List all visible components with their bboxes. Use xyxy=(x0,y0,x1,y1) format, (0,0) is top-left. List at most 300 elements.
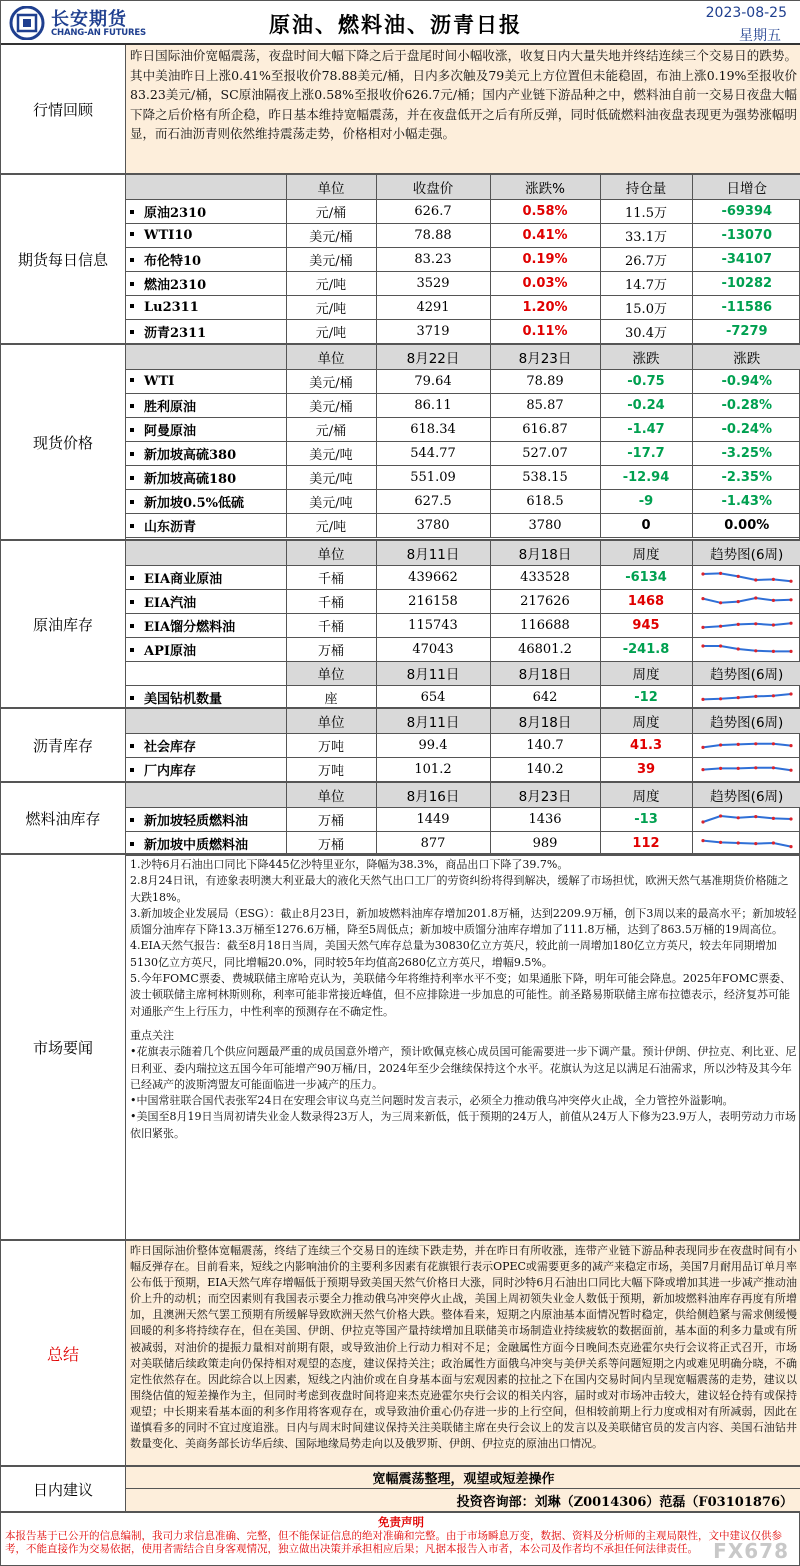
section-label: 总结 xyxy=(1,1241,126,1465)
price-day1-cell: 86.11 xyxy=(376,393,490,417)
table-row xyxy=(126,757,800,781)
trend-point xyxy=(754,695,757,698)
value-week1-cell: 216158 xyxy=(376,589,490,613)
unit-cell: 万吨 xyxy=(286,757,376,781)
trend-point xyxy=(772,742,775,745)
bullet-icon xyxy=(130,210,134,214)
item-name: 燃油2310 xyxy=(144,277,207,293)
column-header: 单位 xyxy=(286,541,376,565)
price-day2-cell: 618.5 xyxy=(490,489,600,513)
item-name: 新加坡中质燃料油 xyxy=(144,837,249,853)
trend-point xyxy=(736,696,739,699)
item-name: 厂内库存 xyxy=(144,763,197,779)
column-header xyxy=(126,345,286,369)
trend-chart-cell xyxy=(692,589,800,613)
unit-cell: 美元/桶 xyxy=(286,247,376,271)
item-name: API原油 xyxy=(144,643,196,659)
price-day1-cell: 551.09 xyxy=(376,465,490,489)
trend-chart-cell xyxy=(692,565,800,589)
section-label: 沥青库存 xyxy=(1,709,126,781)
focus-title: 重点关注 xyxy=(130,1028,174,1042)
trend-point xyxy=(772,766,775,769)
trend-point xyxy=(719,814,722,817)
close-price-cell: 3529 xyxy=(376,271,490,295)
change-cell: -1.47 xyxy=(600,417,692,441)
weekly-change-cell: 112 xyxy=(600,831,692,855)
column-header: 涨跌% xyxy=(490,175,600,199)
intraday-advice-section xyxy=(1,1467,800,1513)
trend-point xyxy=(736,816,739,819)
bullet-icon xyxy=(130,404,134,408)
unit-cell: 万桶 xyxy=(286,637,376,661)
price-day2-cell: 527.07 xyxy=(490,441,600,465)
trend-line xyxy=(703,623,791,627)
item-name: EIA馏分燃料油 xyxy=(144,619,236,635)
column-header: 单位 xyxy=(286,783,376,807)
item-name-cell xyxy=(126,807,286,831)
column-header: 8月18日 xyxy=(490,541,600,565)
change-pct-cell: -3.25% xyxy=(692,441,800,465)
value-week2-cell: 140.7 xyxy=(490,733,600,757)
price-day2-cell: 616.87 xyxy=(490,417,600,441)
weekly-change-cell: 41.3 xyxy=(600,733,692,757)
column-header: 8月16日 xyxy=(376,783,490,807)
value-week1-cell: 1449 xyxy=(376,807,490,831)
disclaimer-title: 免责声明 xyxy=(378,1515,424,1529)
trend-chart-cell xyxy=(692,831,800,855)
trend-sparkline xyxy=(699,761,795,777)
trend-chart-cell xyxy=(692,733,800,757)
news-item: 2.8月24日讯，有迹象表明澳大利亚最大的液化天然气出口工厂的劳资纠纷将得到解决，缓解了市场担忧，欧洲天然气基准期货价格随之大跌18%。 xyxy=(130,874,789,904)
trend-line xyxy=(703,816,791,822)
item-name: 布伦特10 xyxy=(144,253,202,269)
table-row xyxy=(126,247,800,271)
trend-point xyxy=(772,817,775,820)
column-header: 日增仓 xyxy=(692,175,800,199)
weekly-change-cell: 1468 xyxy=(600,589,692,613)
price-day2-cell: 85.87 xyxy=(490,393,600,417)
trend-chart-cell xyxy=(692,757,800,781)
trend-point xyxy=(736,600,739,603)
trend-point xyxy=(719,841,722,844)
disclaimer xyxy=(1,1515,800,1566)
market-review-section xyxy=(1,45,800,175)
trend-point xyxy=(789,598,792,601)
change-pct-cell: -0.28% xyxy=(692,393,800,417)
value-week2-cell: 433528 xyxy=(490,565,600,589)
trend-point xyxy=(701,820,704,823)
unit-cell: 千桶 xyxy=(286,589,376,613)
item-name: Lu2311 xyxy=(144,299,199,315)
unit-cell: 美元/桶 xyxy=(286,393,376,417)
trend-point xyxy=(789,817,792,820)
item-name-cell xyxy=(126,733,286,757)
change-pct-cell: -1.43% xyxy=(692,489,800,513)
bullet-icon xyxy=(130,818,134,822)
section-label: 原油库存 xyxy=(1,541,126,707)
item-name: 原油2310 xyxy=(144,205,207,221)
change-pct-cell: 0.58% xyxy=(490,199,600,223)
table-row xyxy=(126,271,800,295)
section-label: 市场要闻 xyxy=(1,855,126,1239)
item-name: 新加坡0.5%低硫 xyxy=(144,495,244,511)
news-content xyxy=(126,855,800,1144)
trend-point xyxy=(789,845,792,848)
trend-point xyxy=(789,580,792,583)
section-label: 现货价格 xyxy=(1,345,126,539)
futures-table xyxy=(126,175,800,344)
item-name-cell xyxy=(126,513,286,537)
column-header: 周度 xyxy=(600,709,692,733)
fuel-oil-inventory-section xyxy=(1,783,800,855)
table-row xyxy=(126,441,800,465)
bullet-icon xyxy=(130,842,134,846)
change-pct-cell: 0.00% xyxy=(692,513,800,537)
section-label: 日内建议 xyxy=(1,1467,126,1511)
daily-oi-change-cell: -7279 xyxy=(692,319,800,343)
bullet-icon xyxy=(130,232,134,236)
column-header: 涨跌 xyxy=(692,345,800,369)
item-name-cell xyxy=(126,685,286,709)
item-name: 胜利原油 xyxy=(144,399,197,415)
close-price-cell: 78.88 xyxy=(376,223,490,247)
trend-point xyxy=(772,650,775,653)
change-cell: -0.75 xyxy=(600,369,692,393)
report-date: 2023-08-25 xyxy=(705,5,787,21)
trend-point xyxy=(754,596,757,599)
daily-oi-change-cell: -69394 xyxy=(692,199,800,223)
trend-chart-cell xyxy=(692,685,800,709)
table-row xyxy=(126,223,800,247)
advisor-info: 投资咨询部：刘琳（Z0014306）范磊（F03101876） xyxy=(456,1494,793,1510)
item-name: 阿曼原油 xyxy=(144,423,197,439)
trend-point xyxy=(736,767,739,770)
value-week2-cell: 642 xyxy=(490,685,600,709)
price-day2-cell: 78.89 xyxy=(490,369,600,393)
open-interest-cell: 26.7万 xyxy=(600,247,692,271)
trend-line xyxy=(703,573,791,581)
trend-point xyxy=(754,815,757,818)
trend-point xyxy=(772,578,775,581)
trend-point xyxy=(789,650,792,653)
value-week1-cell: 99.4 xyxy=(376,733,490,757)
item-name-cell xyxy=(126,565,286,589)
trend-point xyxy=(772,694,775,697)
trend-point xyxy=(736,841,739,844)
trend-point xyxy=(754,649,757,652)
trend-sparkline xyxy=(699,569,795,585)
table-row xyxy=(126,637,800,661)
trend-line xyxy=(703,768,791,770)
column-header: 趋势图(6周) xyxy=(692,783,800,807)
daily-oi-change-cell: -11586 xyxy=(692,295,800,319)
price-day1-cell: 618.34 xyxy=(376,417,490,441)
unit-cell: 元/吨 xyxy=(286,319,376,343)
table-row xyxy=(126,319,800,343)
table-row xyxy=(126,685,800,709)
value-week2-cell: 46801.2 xyxy=(490,637,600,661)
trend-point xyxy=(701,626,704,629)
item-name: WTI xyxy=(144,373,175,389)
item-name: 新加坡高硫180 xyxy=(144,471,237,487)
column-header xyxy=(126,783,286,807)
daily-oi-change-cell: -10282 xyxy=(692,271,800,295)
trend-point xyxy=(789,744,792,747)
section-label: 燃料油库存 xyxy=(1,783,126,853)
trend-point xyxy=(719,767,722,770)
change-cell: -17.7 xyxy=(600,441,692,465)
unit-cell: 万吨 xyxy=(286,733,376,757)
unit-cell: 美元/吨 xyxy=(286,489,376,513)
column-header: 趋势图(6周) xyxy=(692,709,800,733)
trend-sparkline xyxy=(699,689,795,705)
close-price-cell: 3719 xyxy=(376,319,490,343)
unit-cell: 美元/吨 xyxy=(286,465,376,489)
item-name-cell xyxy=(126,417,286,441)
item-name-cell xyxy=(126,831,286,855)
column-header: 周度 xyxy=(600,541,692,565)
unit-cell: 元/桶 xyxy=(286,417,376,441)
value-week2-cell: 116688 xyxy=(490,613,600,637)
table-row xyxy=(126,613,800,637)
trend-point xyxy=(736,743,739,746)
trend-line xyxy=(703,841,791,847)
bullet-icon xyxy=(130,304,134,308)
bullet-icon xyxy=(130,428,134,432)
column-header xyxy=(126,661,286,685)
trend-chart-cell xyxy=(692,637,800,661)
trend-point xyxy=(719,644,722,647)
change-pct-cell: 0.41% xyxy=(490,223,600,247)
change-pct-cell: -2.35% xyxy=(692,465,800,489)
section-label: 行情回顾 xyxy=(1,45,126,173)
open-interest-cell: 15.0万 xyxy=(600,295,692,319)
price-day1-cell: 544.77 xyxy=(376,441,490,465)
trend-line xyxy=(703,744,791,748)
value-week1-cell: 115743 xyxy=(376,613,490,637)
unit-cell: 千桶 xyxy=(286,613,376,637)
market-news-section xyxy=(1,855,800,1241)
summary-text: 昨日国际油价整体宽幅震荡，终结了连续三个交易日的连续下跌走势，并在昨日有所收涨，连带产业链下游品种表现同步在夜盘时间有小幅反弹存在。目前看来，短线之内影响油价的主要利多因素有花旗银行表示OPEC或需要更多的减产来稳定市场，美国7月耐用品订单月率公布低于预期，EIA天然气库存增幅低于预期导致美国天然气价格日大涨，同时沙特6月石油出口同比大幅下降或增加其进一步减产推动油价上升的动机；而空因素则有我国表示要全力推动俄乌冲突停火止战，美国上周初领失业金人数低于预期，新加坡燃料油库存再度有所增加，且澳洲天然气罢工预期有所缓解导致欧洲天然气价格大跌。整体看来，短期之内原油基本面情况暂时稳定，供给侧趋紧与需求侧缓慢回暖的利多将持续存在，但在美国、伊朗、伊拉克等国产量持续增加且联储美市场制造业持续疲软的数据面前，基本面的利多力量或有所被减弱，对油价的提振力量相对前期有限，或导致油价上行动力相对不足；金融属性方面今日晚间杰克逊霍尔央行会议将正式召开，市场对美联储后续政策走向仍保持相对观望的态度，建议保持关注；政治属性方面俄乌冲突与美伊关系等问题短期之内或难见明确分晓，不确定性依然存在。因此综合以上因素，短线之内油价或在自身基本面与宏观因素的拉扯之下在国内交易时间内呈现宽幅震荡的走势，建议以围绕估值的短差操作为主，但同时考虑到夜盘时间将迎来杰克逊霍尔央行会议的相关内容，届时或对市场冲击较大，建议轻仓持有或保持观望；中长期来看基本面的利多作用将客观存在，或导致油价重心仍存进一步的上行空间，但相较前期上行力度或相对有所减弱，因此在谨慎看多的同时不宜过度追涨。日内与周末时间建议保持关注美联储主席在央行会议上的发言以及美联储官员的发言内容、美国石油钻井数量变化、美商务部长访华后续、国际地缘局势走向以及俄罗斯、伊朗、伊拉克的原油出口情况。 xyxy=(130,1244,797,1451)
column-header: 8月18日 xyxy=(490,661,600,685)
trend-sparkline xyxy=(699,617,795,633)
bullet-icon xyxy=(130,600,134,604)
column-header: 单位 xyxy=(286,661,376,685)
table-header-row xyxy=(126,541,800,565)
item-name-cell xyxy=(126,757,286,781)
unit-cell: 元/桶 xyxy=(286,199,376,223)
change-pct-cell: 1.20% xyxy=(490,295,600,319)
disclaimer-text: 本报告基于已公开的信息编制，我司力求信息准确、完整，但不能保证信息的绝对准确和完整。由于市场瞬息万变，数据、资料及分析师的主观局限性，文中建议仅供参考，不能直接作为交易依据，使用者需结合自身客观情况，独立做出决策并承担相应后果；凡据本报告入市者，本公司及作者均不承担任何法律责任。 xyxy=(5,1530,782,1555)
bullet-icon xyxy=(130,500,134,504)
table-row xyxy=(126,733,800,757)
trend-point xyxy=(772,599,775,602)
value-week2-cell: 140.2 xyxy=(490,757,600,781)
trend-point xyxy=(701,698,704,701)
weekly-change-cell: -6134 xyxy=(600,565,692,589)
company-logo-icon xyxy=(9,6,45,40)
bullet-icon xyxy=(130,648,134,652)
summary-section xyxy=(1,1241,800,1467)
trend-point xyxy=(736,575,739,578)
focus-item: •中国常驻联合国代表张军24日在安理会审议乌克兰问题时发言表示，必须全力推动俄乌冲突停火止战，全力管控外溢影响。 xyxy=(130,1094,734,1108)
unit-cell: 万桶 xyxy=(286,807,376,831)
bullet-icon xyxy=(130,524,134,528)
brand-name-en: CHANG-AN FUTURES xyxy=(51,28,146,38)
news-item: 4.EIA天然气报告：截至8月18日当周，美国天然气库存总量为30830亿立方英尺，较此前一周增加180亿立方英尺，较去年同期增加5130亿立方英尺，同比增幅20.0%，同时较5年均值高2680亿立方英尺，增幅9.5%。 xyxy=(130,939,777,969)
trend-line xyxy=(703,694,791,699)
news-item: 5.今年FOMC票委、费城联储主席哈克认为，美联储今年将维持利率水平不变；如果通胀下降，明年可能会降息。2025年FOMC票委、波士顿联储主席柯林斯则称，利率可能非常接近峰值，但不应排除进一步加息的可能性。前圣路易斯联储主席布拉德表示，经济复苏可能对通胀产生上行压力，中性利率的预测存在不确定性。 xyxy=(130,972,792,1018)
value-week1-cell: 439662 xyxy=(376,565,490,589)
focus-item: •花旗表示随着几个供应问题最严重的成员国意外增产，预计欧佩克核心成员国可能需要进一步下调产量。预计伊朗、伊拉克、利比亚、尼日利亚、委内瑞拉这五国今年可能增产90万桶/日，2024年至少会继续保持这个水平。花旗认为这足以满足石油需求，所以沙特及其今年已经减产的波斯湾盟友可能面临进一步减产的压力。 xyxy=(130,1045,797,1091)
table-header-row xyxy=(126,175,800,199)
close-price-cell: 626.7 xyxy=(376,199,490,223)
change-pct-cell: -0.94% xyxy=(692,369,800,393)
table-row xyxy=(126,489,800,513)
table-header-row xyxy=(126,709,800,733)
item-name-cell xyxy=(126,295,286,319)
item-name: 沥青2311 xyxy=(144,325,207,341)
table-row xyxy=(126,565,800,589)
item-name: 新加坡轻质燃料油 xyxy=(144,813,249,829)
change-cell: -12.94 xyxy=(600,465,692,489)
value-week2-cell: 1436 xyxy=(490,807,600,831)
news-item: 3.新加坡企业发展局（ESG）：截止8月23日，新加坡燃料油库存增加201.8万桶，达到2209.9万桶，创下3周以来的最高水平；新加坡轻质馏分油库存下降13.3万桶至1276.6万桶，降至5周低点；新加坡中质馏分油库存增加了111.8万桶，达到了863.5万桶的19周高位。 xyxy=(130,906,797,937)
bullet-icon xyxy=(130,624,134,628)
trend-point xyxy=(719,743,722,746)
market-review-text: 昨日国际油价宽幅震荡，夜盘时间大幅下降之后于盘尾时间小幅收涨，收复日内大量失地并终结连续三个交易日的跌势。其中美油昨日上涨0.41%至报收价78.88美元/桶，日内多次触及79美元上方位置但未能稳固，布油上涨0.19%至报收价83.23美元/桶，SC原油隔夜上涨0.58%至报收价626.7元/桶；国内产业链下游品种之中，燃料油自前一交易日夜盘大幅下降之后价格有所企稳，昨日基本维持宽幅震荡，并在夜盘低开之后有所反弹，同时低硫燃料油夜盘表现更为强势涨幅明显，而石油沥青则依然维持震荡走势，价格相对小幅走强。 xyxy=(130,48,797,141)
column-header: 单位 xyxy=(286,709,376,733)
unit-cell: 万桶 xyxy=(286,831,376,855)
trend-point xyxy=(701,644,704,647)
advice-text: 宽幅震荡整理，观望或短差操作 xyxy=(126,1467,800,1489)
price-day1-cell: 3780 xyxy=(376,513,490,537)
spot-price-section xyxy=(1,345,800,541)
report-weekday: 星期五 xyxy=(739,28,781,44)
spot-price-table xyxy=(126,345,800,538)
bullet-icon xyxy=(130,696,134,700)
trend-point xyxy=(736,647,739,650)
change-pct-cell: 0.11% xyxy=(490,319,600,343)
bullet-icon xyxy=(130,768,134,772)
column-header: 8月11日 xyxy=(376,709,490,733)
item-name-cell xyxy=(126,271,286,295)
daily-oi-change-cell: -34107 xyxy=(692,247,800,271)
item-name-cell xyxy=(126,589,286,613)
column-header xyxy=(126,175,286,199)
table-header-row xyxy=(126,661,800,685)
table-row xyxy=(126,417,800,441)
column-header: 8月23日 xyxy=(490,345,600,369)
weekly-change-cell: 39 xyxy=(600,757,692,781)
change-pct-cell: 0.19% xyxy=(490,247,600,271)
value-week2-cell: 217626 xyxy=(490,589,600,613)
table-row xyxy=(126,465,800,489)
close-price-cell: 83.23 xyxy=(376,247,490,271)
open-interest-cell: 30.4万 xyxy=(600,319,692,343)
table-row xyxy=(126,369,800,393)
trend-point xyxy=(754,766,757,769)
trend-point xyxy=(789,622,792,625)
value-week1-cell: 877 xyxy=(376,831,490,855)
weekly-change-cell: -12 xyxy=(600,685,692,709)
column-header: 趋势图(6周) xyxy=(692,661,800,685)
report-title: 原油、燃料油、沥青日报 xyxy=(269,13,522,37)
item-name: 山东沥青 xyxy=(144,519,197,535)
column-header xyxy=(126,541,286,565)
change-pct-cell: 0.03% xyxy=(490,271,600,295)
item-name: EIA汽油 xyxy=(144,595,197,611)
change-cell: -9 xyxy=(600,489,692,513)
unit-cell: 座 xyxy=(286,685,376,709)
column-header: 8月22日 xyxy=(376,345,490,369)
asphalt-inventory-table xyxy=(126,709,800,782)
item-name-cell xyxy=(126,199,286,223)
change-cell: -0.24 xyxy=(600,393,692,417)
item-name: 社会库存 xyxy=(144,739,197,755)
table-row xyxy=(126,831,800,855)
open-interest-cell: 14.7万 xyxy=(600,271,692,295)
table-row xyxy=(126,393,800,417)
trend-point xyxy=(701,746,704,749)
watermark: FX678 xyxy=(713,1539,789,1563)
brand-name-cn: 长安期货 xyxy=(51,9,127,30)
trend-point xyxy=(719,625,722,628)
bullet-icon xyxy=(130,476,134,480)
unit-cell: 美元/吨 xyxy=(286,441,376,465)
item-name-cell xyxy=(126,247,286,271)
trend-point xyxy=(736,623,739,626)
value-week1-cell: 654 xyxy=(376,685,490,709)
table-header-row xyxy=(126,345,800,369)
open-interest-cell: 11.5万 xyxy=(600,199,692,223)
trend-point xyxy=(701,768,704,771)
bullet-icon xyxy=(130,576,134,580)
trend-point xyxy=(754,842,757,845)
asphalt-inventory-section xyxy=(1,709,800,783)
fuel-oil-inventory-table xyxy=(126,783,800,856)
unit-cell: 元/吨 xyxy=(286,271,376,295)
table-row xyxy=(126,589,800,613)
change-pct-cell: -0.24% xyxy=(692,417,800,441)
close-price-cell: 4291 xyxy=(376,295,490,319)
table-row xyxy=(126,199,800,223)
column-header: 收盘价 xyxy=(376,175,490,199)
trend-point xyxy=(701,572,704,575)
column-header: 8月11日 xyxy=(376,661,490,685)
focus-item: •美国至8月19日当周初请失业金人数录得23万人，为三周来新低，低于预期的24万人，前值从24万人下修为23.9万人，表明劳动力市场依旧紧张。 xyxy=(130,1110,796,1140)
trend-point xyxy=(754,578,757,581)
unit-cell: 美元/桶 xyxy=(286,223,376,247)
column-header: 8月11日 xyxy=(376,541,490,565)
item-name: 美国钻机数量 xyxy=(144,691,223,707)
item-name: 新加坡高硫380 xyxy=(144,447,237,463)
bullet-icon xyxy=(130,330,134,334)
table-header-row xyxy=(126,783,800,807)
bullet-icon xyxy=(130,452,134,456)
item-name-cell xyxy=(126,465,286,489)
item-name-cell xyxy=(126,223,286,247)
item-name-cell xyxy=(126,637,286,661)
trend-point xyxy=(701,839,704,842)
trend-point xyxy=(772,623,775,626)
trend-point xyxy=(701,597,704,600)
news-item: 1.沙特6月石油出口同比下降445亿沙特里亚尔，降幅为38.3%，商品出口下降了39.7%。 xyxy=(130,858,569,871)
column-header: 单位 xyxy=(286,175,376,199)
trend-sparkline xyxy=(699,737,795,753)
trend-point xyxy=(789,692,792,695)
trend-point xyxy=(719,697,722,700)
